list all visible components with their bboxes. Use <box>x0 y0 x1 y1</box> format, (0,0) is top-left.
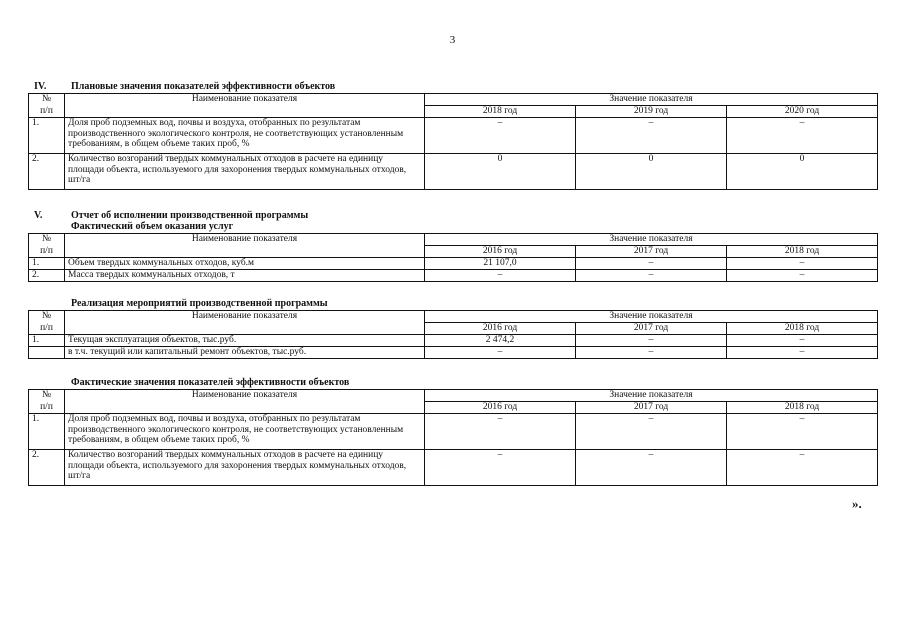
row-number: 1. <box>29 414 65 450</box>
subsection-title: Фактический объем оказания услуг <box>71 221 234 232</box>
value-cell: – <box>576 414 727 450</box>
actual-indicators-table <box>28 389 878 486</box>
row-number: 1. <box>29 258 65 270</box>
section-iv-heading <box>34 81 878 92</box>
subsection-title: Реализация мероприятий производственной программы <box>71 298 328 309</box>
header-no-sub: п/п <box>29 106 65 118</box>
header-value: Значение показателя <box>425 311 878 323</box>
table-row <box>29 347 878 359</box>
value-cell: – <box>727 258 878 270</box>
header-no: № <box>29 234 65 246</box>
section-title: Отчет об исполнении производственной программы <box>71 210 309 221</box>
table-row <box>29 335 878 347</box>
indicator-name: Доля проб подземных вод, почвы и воздуха, отобранных по результатам производственного экологического контроля, не соответствующих установленным требованиям, в общем объеме таких проб, % <box>65 414 425 450</box>
header-name: Наименование показателя <box>65 390 425 414</box>
header-value: Значение показателя <box>425 390 878 402</box>
year-header: 2019 год <box>576 106 727 118</box>
section-v-heading <box>34 210 878 221</box>
row-number: 1. <box>29 118 65 154</box>
value-cell: – <box>576 450 727 486</box>
subsection-title: Фактические значения показателей эффективности объектов <box>71 377 350 388</box>
value-cell: – <box>425 118 576 154</box>
year-header: 2018 год <box>425 106 576 118</box>
indicator-name: Доля проб подземных вод, почвы и воздуха, отобранных по результатам производственного экологического контроля, не соответствующих установленным требованиям, в общем объеме таких проб, % <box>65 118 425 154</box>
indicator-name: Текущая эксплуатация объектов, тыс.руб. <box>65 335 425 347</box>
year-header: 2017 год <box>576 323 727 335</box>
value-cell: – <box>425 414 576 450</box>
section-title: Плановые значения показателей эффективности объектов <box>71 81 336 92</box>
closing-quote: ». <box>852 496 862 511</box>
table-row <box>29 154 878 190</box>
year-header: 2018 год <box>727 402 878 414</box>
header-name: Наименование показателя <box>65 311 425 335</box>
actual-volume-table <box>28 233 878 282</box>
value-cell: – <box>576 347 727 359</box>
header-value: Значение показателя <box>425 234 878 246</box>
section-number: V. <box>34 210 43 221</box>
value-cell: 0 <box>576 154 727 190</box>
indicator-name: Масса твердых коммунальных отходов, т <box>65 270 425 282</box>
row-number: 1. <box>29 335 65 347</box>
header-value: Значение показателя <box>425 94 878 106</box>
year-header: 2017 год <box>576 246 727 258</box>
table-row <box>29 450 878 486</box>
value-cell: – <box>727 335 878 347</box>
header-no: № <box>29 311 65 323</box>
year-header: 2016 год <box>425 402 576 414</box>
year-header: 2016 год <box>425 246 576 258</box>
program-activities-table <box>28 310 878 359</box>
table-row <box>29 270 878 282</box>
indicator-name: Количество возгораний твердых коммунальных отходов в расчете на единицу площади объекта, используемого для захоронения твердых коммунальных отходов, шт/га <box>65 450 425 486</box>
table-row <box>29 258 878 270</box>
row-number <box>29 347 65 359</box>
value-cell: – <box>576 270 727 282</box>
value-cell: 21 107,0 <box>425 258 576 270</box>
indicator-name: Объем твердых коммунальных отходов, куб.м <box>65 258 425 270</box>
value-cell: 0 <box>727 154 878 190</box>
header-no: № <box>29 94 65 106</box>
header-no-sub: п/п <box>29 402 65 414</box>
indicator-name: Количество возгораний твердых коммунальных отходов в расчете на единицу площади объекта, используемого для захоронения твердых коммунальных отходов, шт/га <box>65 154 425 190</box>
header-name: Наименование показателя <box>65 234 425 258</box>
header-no-sub: п/п <box>29 323 65 335</box>
year-header: 2017 год <box>576 402 727 414</box>
value-cell: 0 <box>425 154 576 190</box>
value-cell: – <box>576 258 727 270</box>
planned-indicators-table <box>28 93 878 190</box>
value-cell: – <box>576 335 727 347</box>
value-cell: – <box>727 414 878 450</box>
year-header: 2020 год <box>727 106 878 118</box>
value-cell: – <box>727 118 878 154</box>
header-no-sub: п/п <box>29 246 65 258</box>
value-cell: – <box>425 450 576 486</box>
value-cell: – <box>576 118 727 154</box>
value-cell: 2 474,2 <box>425 335 576 347</box>
row-number: 2. <box>29 154 65 190</box>
indicator-name: в т.ч. текущий или капитальный ремонт объектов, тыс.руб. <box>65 347 425 359</box>
row-number: 2. <box>29 270 65 282</box>
page-number: 3 <box>449 34 456 46</box>
header-name: Наименование показателя <box>65 94 425 118</box>
header-no: № <box>29 390 65 402</box>
row-number: 2. <box>29 450 65 486</box>
year-header: 2016 год <box>425 323 576 335</box>
table-row <box>29 414 878 450</box>
year-header: 2018 год <box>727 323 878 335</box>
value-cell: – <box>727 347 878 359</box>
value-cell: – <box>727 270 878 282</box>
section-number: IV. <box>34 81 47 92</box>
year-header: 2018 год <box>727 246 878 258</box>
value-cell: – <box>727 450 878 486</box>
value-cell: – <box>425 347 576 359</box>
table-row <box>29 118 878 154</box>
value-cell: – <box>425 270 576 282</box>
